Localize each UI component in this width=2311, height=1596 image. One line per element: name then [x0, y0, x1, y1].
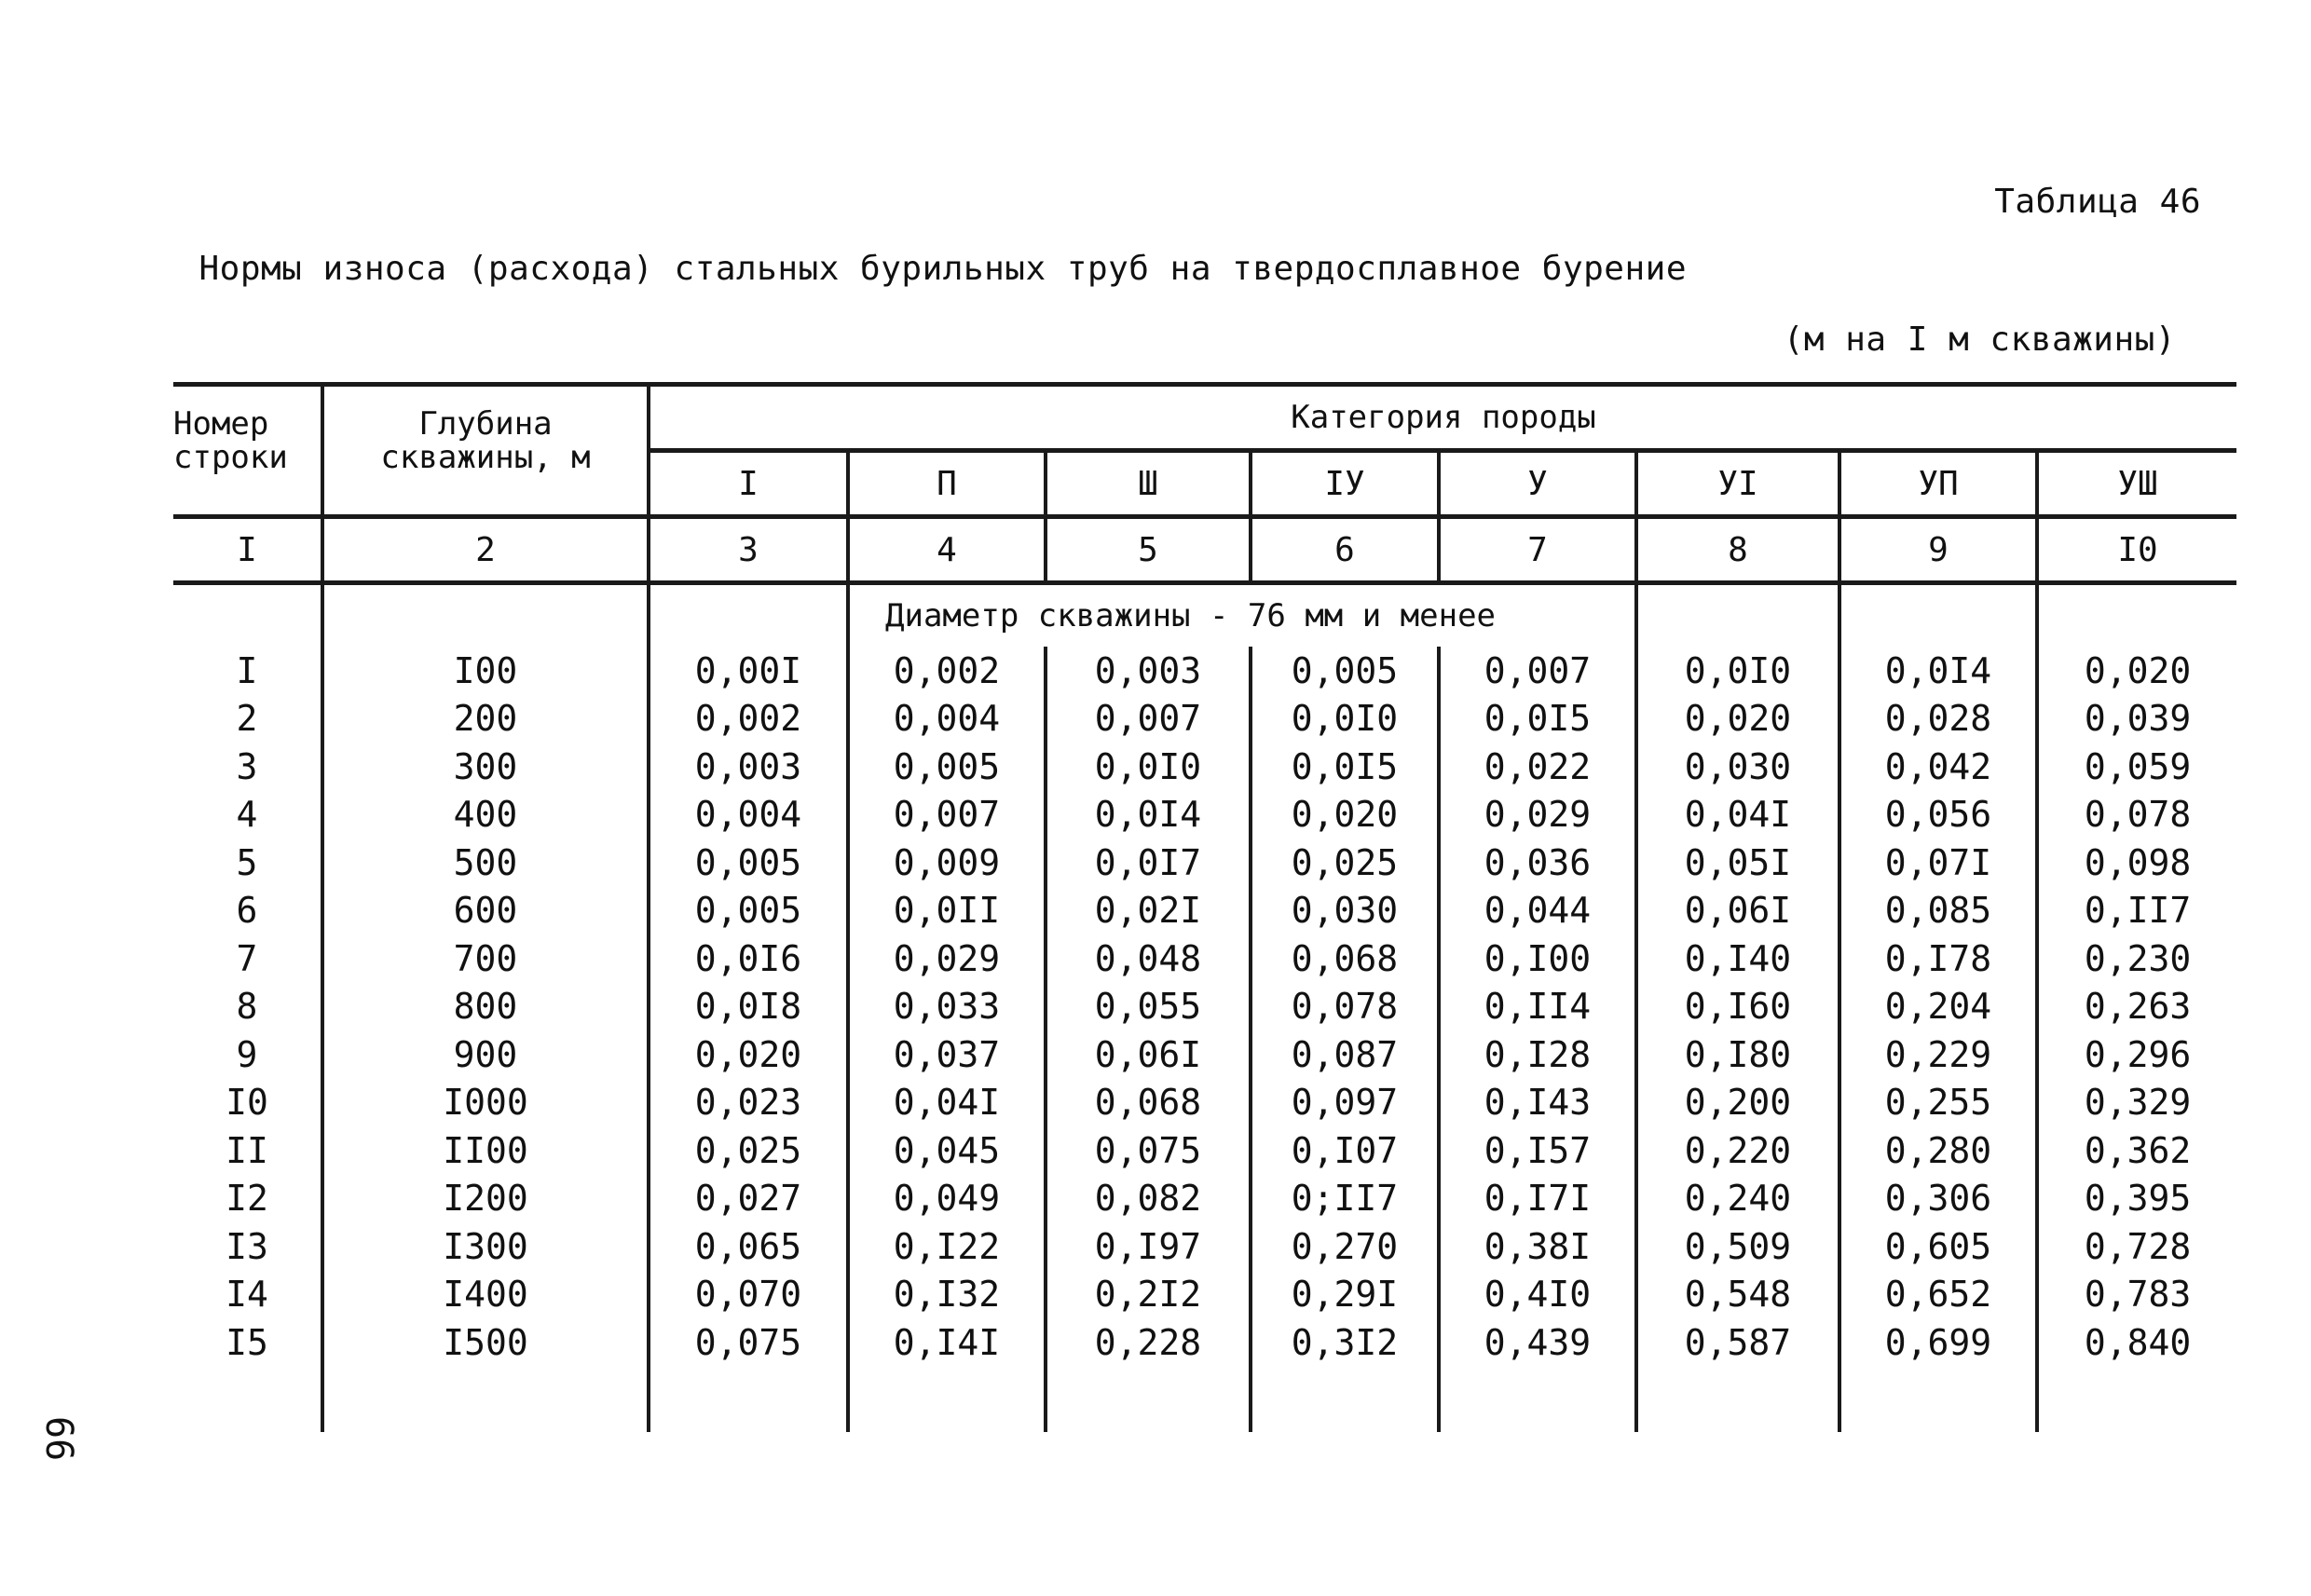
table-cell: 0,004: [649, 791, 848, 839]
table-tail-cell: [1439, 1367, 1636, 1432]
header-row-number-text: Номер строки: [173, 405, 288, 476]
category-header-cell: У: [1439, 451, 1636, 517]
category-header-cell: УШ: [2037, 451, 2236, 517]
table-cell: 0,I28: [1439, 1030, 1636, 1079]
column-number-cell: 9: [1839, 517, 2037, 583]
table-cell: 0,029: [848, 934, 1046, 983]
section-row: [173, 583, 2236, 648]
table-cell: 0,085: [1839, 887, 2037, 935]
table-cell: 0,362: [2037, 1126, 2236, 1175]
header-depth: [322, 385, 649, 517]
table-row: [173, 647, 2236, 695]
table-cell: 0,036: [1439, 839, 1636, 887]
table-cell: 0,06I: [1636, 887, 1839, 935]
table-cell: 0,0I0: [1251, 695, 1439, 743]
table-cell: 0,840: [2037, 1318, 2236, 1367]
table-cell: 0,025: [1251, 839, 1439, 887]
table-cell: 0,059: [2037, 743, 2236, 791]
category-header-cell: I: [649, 451, 848, 517]
table-cell: 400: [322, 791, 649, 839]
table-cell: 0,0I0: [1636, 647, 1839, 695]
table-cell: 0,009: [848, 839, 1046, 887]
column-number-cell: 2: [322, 517, 649, 583]
table-cell: 0,548: [1636, 1271, 1839, 1319]
category-header-cell: УI: [1636, 451, 1839, 517]
table-cell: I0: [226, 1082, 268, 1124]
table-tail-cell: [322, 1367, 649, 1432]
table-cell: 0,056: [1839, 791, 2037, 839]
table-cell: I200: [322, 1175, 649, 1223]
table-row: [173, 839, 2236, 887]
section-cell-1: [173, 583, 322, 648]
category-header-cell: IУ: [1251, 451, 1439, 517]
section-cell-9: [1839, 583, 2037, 648]
table-cell: II00: [322, 1126, 649, 1175]
column-number-cell: I0: [2037, 517, 2236, 583]
table-cell: 0,228: [1046, 1318, 1251, 1367]
section-title: Диаметр скважины - 76 мм и менее: [848, 583, 1636, 648]
table-cell: 8: [236, 986, 258, 1028]
table-cell: I2: [226, 1178, 268, 1220]
table-cell: 5: [236, 841, 258, 883]
column-number-cell: 4: [848, 517, 1046, 583]
table-cell: 0,240: [1636, 1175, 1839, 1223]
table-row: [173, 1318, 2236, 1367]
table-cell: 0,075: [649, 1318, 848, 1367]
table-cell: 800: [322, 983, 649, 1031]
table-cell: 0,049: [848, 1175, 1046, 1223]
table-cell: 0,033: [848, 983, 1046, 1031]
column-number-cell: 6: [1251, 517, 1439, 583]
table-cell: 0,296: [2037, 1030, 2236, 1079]
table-cell: 0,728: [2037, 1222, 2236, 1271]
table-cell: 0,509: [1636, 1222, 1839, 1271]
header-row-1: [173, 385, 2236, 451]
section-cell-10: [2037, 583, 2236, 648]
table-cell: 0,I60: [1636, 983, 1839, 1031]
category-header-cell: П: [848, 451, 1046, 517]
table-cell: 900: [322, 1030, 649, 1079]
table-cell: 0,065: [649, 1222, 848, 1271]
table-cell: 6: [236, 890, 258, 932]
table-cell: 200: [322, 695, 649, 743]
column-number-cell: 5: [1046, 517, 1251, 583]
table-cell: 0,07I: [1839, 839, 2037, 887]
table-tail-cell: [848, 1367, 1046, 1432]
table-cell: 0,020: [1636, 695, 1839, 743]
column-number-row: [173, 517, 2236, 583]
table-cell: 0,078: [2037, 791, 2236, 839]
table-cell: 0,38I: [1439, 1222, 1636, 1271]
table-cell: 0,029: [1439, 791, 1636, 839]
table-cell: 0,I22: [848, 1222, 1046, 1271]
table-tail-cell: [1636, 1367, 1839, 1432]
table-cell: 0,097: [1251, 1079, 1439, 1127]
table-cell: 0,005: [1251, 647, 1439, 695]
table-cell: I3: [226, 1225, 268, 1267]
table-cell: 0,025: [649, 1126, 848, 1175]
table-cell: 0,005: [649, 887, 848, 935]
column-number-cell: 7: [1439, 517, 1636, 583]
table-cell: 0,I78: [1839, 934, 2037, 983]
table-cell: 0,022: [1439, 743, 1636, 791]
table-cell: 0,087: [1251, 1030, 1439, 1079]
table-cell: 0,0I4: [1839, 647, 2037, 695]
column-number-cell: 3: [649, 517, 848, 583]
table-cell: 0,068: [1046, 1079, 1251, 1127]
table-row: [173, 1222, 2236, 1271]
table-cell: 0,0I4: [1046, 791, 1251, 839]
table-cell: 0,II7: [2037, 887, 2236, 935]
table-cell: 3: [236, 745, 258, 787]
table-row: [173, 983, 2236, 1031]
table-cell: 0,220: [1636, 1126, 1839, 1175]
table-cell: 0,02I: [1046, 887, 1251, 935]
table-tail-cell: [2037, 1367, 2236, 1432]
table-cell: 0,007: [1439, 647, 1636, 695]
page-number: 66: [37, 1416, 80, 1462]
table-cell: 9: [236, 1033, 258, 1075]
table-cell: 0,255: [1839, 1079, 2037, 1127]
table-cell: 0,I7I: [1439, 1175, 1636, 1223]
table-cell: 0,280: [1839, 1126, 2037, 1175]
table-cell: I300: [322, 1222, 649, 1271]
table-cell: 0,044: [1439, 887, 1636, 935]
table-row: [173, 934, 2236, 983]
table-cell: 0,229: [1839, 1030, 2037, 1079]
table-cell: 0,29I: [1251, 1271, 1439, 1319]
table-cell: II: [226, 1129, 268, 1171]
table-cell: 2: [236, 698, 258, 740]
table-cell: 0,023: [649, 1079, 848, 1127]
table-cell: 0,I32: [848, 1271, 1046, 1319]
table-cell: 300: [322, 743, 649, 791]
table-row: [173, 791, 2236, 839]
table-cell: 700: [322, 934, 649, 983]
table-cell: 0,082: [1046, 1175, 1251, 1223]
table-cell: I4: [226, 1274, 268, 1316]
table-cell: I400: [322, 1271, 649, 1319]
table-row: [173, 887, 2236, 935]
table-cell: 0,I4I: [848, 1318, 1046, 1367]
table-cell: 0,4I0: [1439, 1271, 1636, 1319]
table-cell: 0,002: [848, 647, 1046, 695]
table-cell: I: [236, 649, 258, 691]
table-cell: 0,0II: [848, 887, 1046, 935]
unit-note: (м на I м скважины): [1783, 321, 2176, 359]
header-depth-text: Глубина скважины, м: [380, 405, 591, 476]
table-cell: 0,04I: [1636, 791, 1839, 839]
table-cell: 0,007: [1046, 695, 1251, 743]
table-cell: 0,652: [1839, 1271, 2037, 1319]
table-cell: I500: [322, 1318, 649, 1367]
category-header-cell: УП: [1839, 451, 2037, 517]
table-cell: 0,I07: [1251, 1126, 1439, 1175]
table-cell: 0,007: [848, 791, 1046, 839]
table-cell: 0,027: [649, 1175, 848, 1223]
table-cell: 0,306: [1839, 1175, 2037, 1223]
table-cell: 0,605: [1839, 1222, 2037, 1271]
table-cell: 0,004: [848, 695, 1046, 743]
table-cell: 0,075: [1046, 1126, 1251, 1175]
table-cell: 0,2I2: [1046, 1271, 1251, 1319]
table-cell: I00: [322, 647, 649, 695]
table-cell: 0,045: [848, 1126, 1046, 1175]
table-cell: 0,003: [1046, 647, 1251, 695]
table-cell: 0,439: [1439, 1318, 1636, 1367]
table-cell: 7: [236, 937, 258, 979]
table-tail-cell: [1046, 1367, 1251, 1432]
table-cell: 0,05I: [1636, 839, 1839, 887]
table-cell: 0,039: [2037, 695, 2236, 743]
table-cell: 0,028: [1839, 695, 2037, 743]
table-cell: 0,200: [1636, 1079, 1839, 1127]
section-cell-2: [322, 583, 649, 648]
table-cell: 0,070: [649, 1271, 848, 1319]
header-row-number: [173, 385, 322, 517]
table-tail-row: [173, 1367, 2236, 1432]
table-row: [173, 1079, 2236, 1127]
table-cell: 0,783: [2037, 1271, 2236, 1319]
table-title: Нормы износа (расхода) стальных бурильных труб на твердосплавное бурение: [198, 250, 1687, 288]
table-cell: 0,0I8: [649, 983, 848, 1031]
table-cell: 0;II7: [1251, 1175, 1439, 1223]
table-cell: 0,030: [1251, 887, 1439, 935]
table-cell: 0,270: [1251, 1222, 1439, 1271]
table-cell: 0,002: [649, 695, 848, 743]
column-number-cell: 8: [1636, 517, 1839, 583]
table-cell: 0,020: [2037, 647, 2236, 695]
table-cell: 0,3I2: [1251, 1318, 1439, 1367]
table-cell: 0,037: [848, 1030, 1046, 1079]
table-cell: 0,042: [1839, 743, 2037, 791]
table-cell: 0,030: [1636, 743, 1839, 791]
table-cell: 0,699: [1839, 1318, 2037, 1367]
table-cell: 0,005: [848, 743, 1046, 791]
section-cell-8: [1636, 583, 1839, 648]
table-cell: 0,329: [2037, 1079, 2236, 1127]
table-cell: 0,I40: [1636, 934, 1839, 983]
table-cell: 0,230: [2037, 934, 2236, 983]
table-cell: 0,0I6: [649, 934, 848, 983]
table-cell: 0,587: [1636, 1318, 1839, 1367]
table-cell: 0,068: [1251, 934, 1439, 983]
section-cell-3: [649, 583, 848, 648]
table-cell: 0,0I0: [1046, 743, 1251, 791]
table-cell: 0,204: [1839, 983, 2037, 1031]
table-cell: 0,06I: [1046, 1030, 1251, 1079]
table-cell: 0,078: [1251, 983, 1439, 1031]
table-cell: 0,04I: [848, 1079, 1046, 1127]
table-cell: 0,263: [2037, 983, 2236, 1031]
table-row: [173, 695, 2236, 743]
table-cell: 0,098: [2037, 839, 2236, 887]
table-cell: 0,0I5: [1251, 743, 1439, 791]
table-cell: 0,395: [2037, 1175, 2236, 1223]
table-cell: I000: [322, 1079, 649, 1127]
table-row: [173, 743, 2236, 791]
table-cell: 500: [322, 839, 649, 887]
table-cell: 4: [236, 794, 258, 836]
table-row: [173, 1126, 2236, 1175]
table-cell: 0,00I: [649, 647, 848, 695]
table-cell: 600: [322, 887, 649, 935]
category-header-cell: Ш: [1046, 451, 1251, 517]
table-cell: I5: [226, 1321, 268, 1363]
table-cell: 0,020: [1251, 791, 1439, 839]
column-number-cell: I: [173, 517, 322, 583]
table-cell: 0,I57: [1439, 1126, 1636, 1175]
table-cell: 0,020: [649, 1030, 848, 1079]
table-cell: 0,I97: [1046, 1222, 1251, 1271]
table-cell: 0,I43: [1439, 1079, 1636, 1127]
table-tail-cell: [1839, 1367, 2037, 1432]
table-row: [173, 1271, 2236, 1319]
header-category: Категория породы: [649, 385, 2236, 451]
table-cell: 0,048: [1046, 934, 1251, 983]
table-tail-cell: [649, 1367, 848, 1432]
table-label: Таблица 46: [1994, 183, 2201, 221]
table-cell: 0,055: [1046, 983, 1251, 1031]
table-cell: 0,II4: [1439, 983, 1636, 1031]
table-cell: 0,I00: [1439, 934, 1636, 983]
table-tail-cell: [1251, 1367, 1439, 1432]
table-cell: 0,0I7: [1046, 839, 1251, 887]
table-cell: 0,I80: [1636, 1030, 1839, 1079]
norms-table: [173, 382, 2236, 1432]
table-row: [173, 1175, 2236, 1223]
table-cell: 0,003: [649, 743, 848, 791]
table-cell: 0,0I5: [1439, 695, 1636, 743]
table-row: [173, 1030, 2236, 1079]
table-cell: 0,005: [649, 839, 848, 887]
table-tail-cell: [173, 1367, 322, 1432]
